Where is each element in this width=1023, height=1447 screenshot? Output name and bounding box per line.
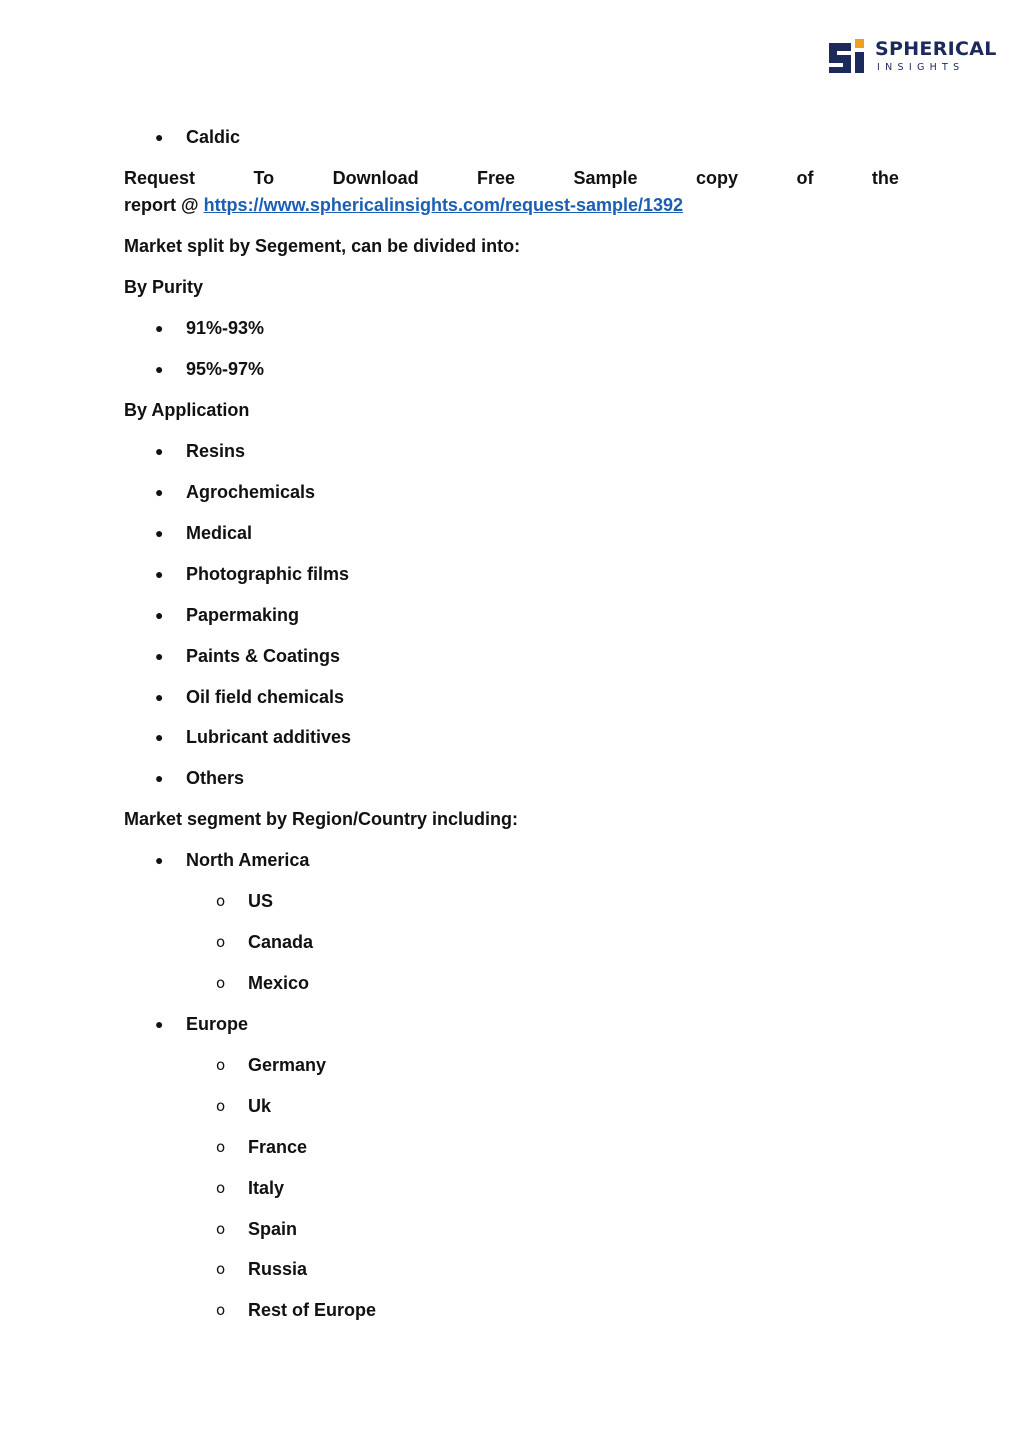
list-item: Resins bbox=[186, 441, 246, 461]
circle-bullet-icon: o bbox=[216, 1301, 226, 1319]
circle-bullet-icon: o bbox=[216, 1179, 226, 1197]
bullet-icon: ● bbox=[155, 648, 164, 664]
bullet-icon: ● bbox=[155, 607, 164, 623]
country-item: Russia bbox=[248, 1259, 308, 1279]
request-word: of bbox=[796, 168, 814, 188]
circle-bullet-icon: o bbox=[216, 974, 226, 992]
region-heading: Market segment by Region/Country including: bbox=[124, 809, 519, 829]
request-word: Free bbox=[477, 168, 516, 188]
country-item: Italy bbox=[248, 1178, 285, 1198]
logo-tagline: INSIGHTS bbox=[877, 62, 965, 73]
bullet-icon: ● bbox=[155, 852, 164, 868]
spherical-insights-logo-mark bbox=[829, 39, 865, 75]
country-item: Spain bbox=[248, 1219, 298, 1239]
request-word: the bbox=[871, 168, 899, 188]
bullet-icon: ● bbox=[155, 129, 164, 145]
bullet-icon: ● bbox=[155, 361, 164, 377]
bullet-icon: ● bbox=[155, 770, 164, 786]
bullet-icon: ● bbox=[155, 566, 164, 582]
list-item: 95%-97% bbox=[186, 359, 265, 379]
country-item: Rest of Europe bbox=[248, 1300, 377, 1320]
request-word: Sample bbox=[573, 168, 638, 188]
bullet-icon: ● bbox=[155, 443, 164, 459]
request-sentence bbox=[124, 167, 899, 189]
company-logo bbox=[829, 38, 997, 78]
list-item: Medical bbox=[186, 523, 253, 543]
circle-bullet-icon: o bbox=[216, 1097, 226, 1115]
region-europe: Europe bbox=[186, 1014, 249, 1034]
circle-bullet-icon: o bbox=[216, 1138, 226, 1156]
circle-bullet-icon: o bbox=[216, 1056, 226, 1074]
country-item: Uk bbox=[248, 1096, 272, 1116]
bullet-icon: ● bbox=[155, 484, 164, 500]
request-word: copy bbox=[696, 168, 739, 188]
request-word: Request bbox=[124, 168, 196, 188]
list-item: Paints & Coatings bbox=[186, 646, 341, 666]
circle-bullet-icon: o bbox=[216, 1220, 226, 1238]
request-word: Download bbox=[332, 168, 419, 188]
bullet-icon: ● bbox=[155, 729, 164, 745]
list-item-caldic: Caldic bbox=[186, 127, 241, 147]
circle-bullet-icon: o bbox=[216, 933, 226, 951]
country-item: France bbox=[248, 1137, 308, 1157]
purity-heading: By Purity bbox=[124, 277, 204, 297]
report-prefix: report @ bbox=[124, 195, 199, 215]
list-item: Papermaking bbox=[186, 605, 300, 625]
logo-wordmark: SPHERICAL bbox=[875, 38, 997, 60]
circle-bullet-icon: o bbox=[216, 1260, 226, 1278]
bullet-icon: ● bbox=[155, 525, 164, 541]
region-north-america: North America bbox=[186, 850, 310, 870]
segment-heading: Market split by Segement, can be divided into: bbox=[124, 236, 521, 256]
bullet-icon: ● bbox=[155, 320, 164, 336]
country-item: Mexico bbox=[248, 973, 310, 993]
request-sample-link[interactable]: https://www.sphericalinsights.com/request-sample/1392 bbox=[203, 195, 684, 215]
request-link-line bbox=[124, 194, 683, 216]
list-item: Lubricant additives bbox=[186, 727, 352, 747]
application-heading: By Application bbox=[124, 400, 250, 420]
bullet-icon: ● bbox=[155, 689, 164, 705]
list-item: 91%-93% bbox=[186, 318, 265, 338]
country-item: US bbox=[248, 891, 274, 911]
list-item: Photographic films bbox=[186, 564, 350, 584]
circle-bullet-icon: o bbox=[216, 892, 226, 910]
country-item: Germany bbox=[248, 1055, 327, 1075]
list-item: Oil field chemicals bbox=[186, 687, 345, 707]
request-word: To bbox=[253, 168, 275, 188]
list-item: Others bbox=[186, 768, 245, 788]
country-item: Canada bbox=[248, 932, 314, 952]
bullet-icon: ● bbox=[155, 1016, 164, 1032]
list-item: Agrochemicals bbox=[186, 482, 316, 502]
